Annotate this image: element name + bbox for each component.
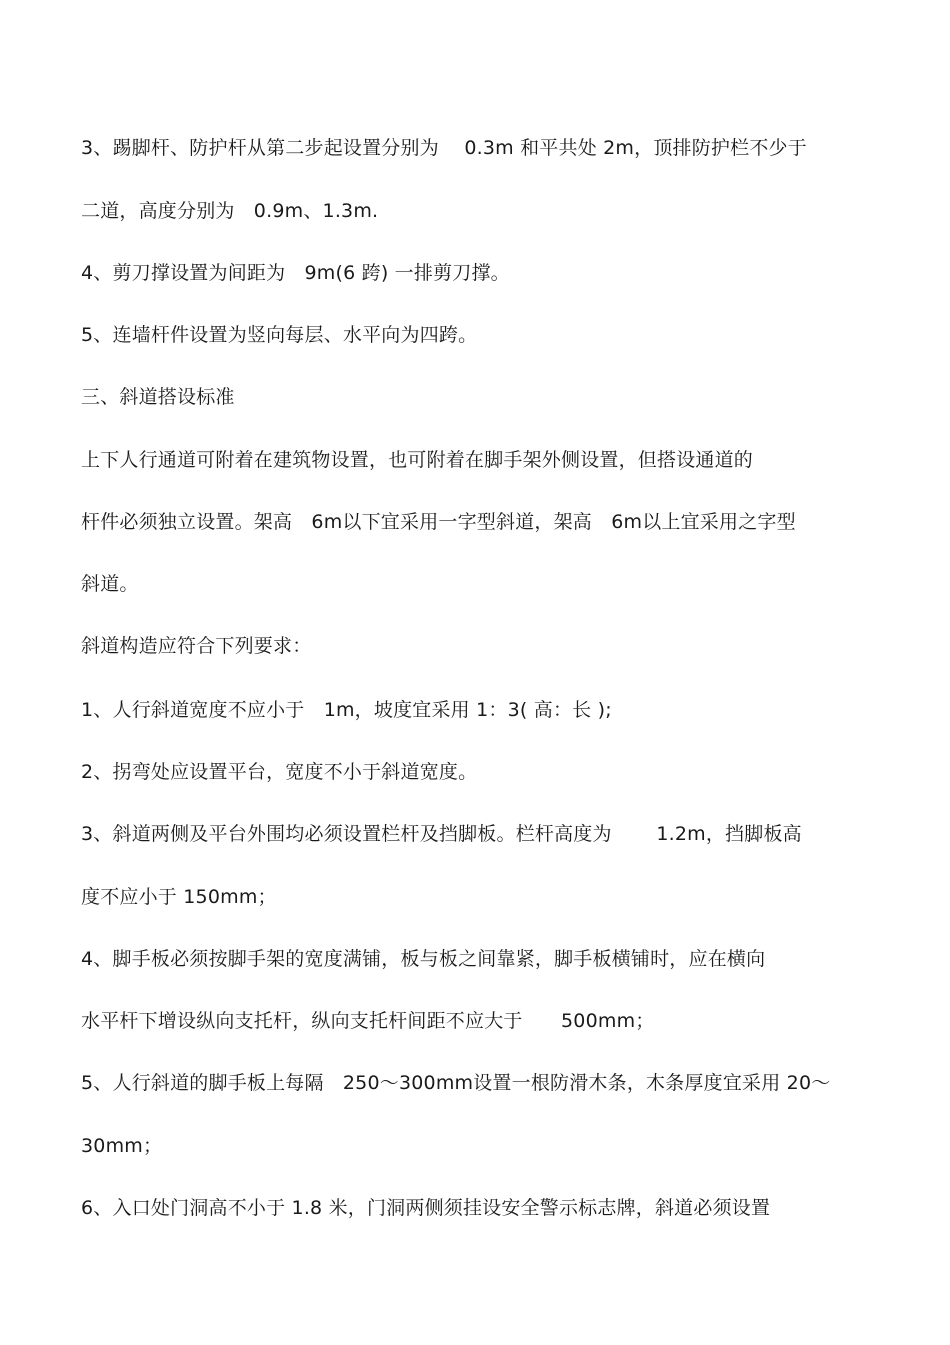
text-line: 1、人行斜道宽度不应小于 1m，坡度宜采用 1：3( 高：长 );: [81, 699, 612, 721]
text-line: 斜道构造应符合下列要求：: [81, 635, 312, 657]
text-line: 30mm；: [81, 1135, 163, 1157]
text-line: 3、踢脚杆、防护杆从第二步起设置分别为 0.3m 和平共处 2m，顶排防护栏不少于: [81, 137, 807, 159]
text-line: 4、剪刀撑设置为间距为 9m(6 跨) 一排剪刀撑。: [81, 262, 510, 284]
text-line: 6、入口处门洞高不小于 1.8 米，门洞两侧须挂设安全警示标志牌，斜道必须设置: [81, 1197, 771, 1219]
text-line: 上下人行通道可附着在建筑物设置，也可附着在脚手架外侧设置，但搭设通道的: [81, 449, 754, 471]
text-line: 杆件必须独立设置。架高 6m以下宜采用一字型斜道，架高 6m以上宜采用之字型: [81, 511, 796, 533]
text-line: 4、脚手板必须按脚手架的宽度满铺，板与板之间靠紧，脚手板横铺时，应在横向: [81, 948, 766, 970]
text-line: 5、人行斜道的脚手板上每隔 250～300mm设置一根防滑木条，木条厚度宜采用 20～: [81, 1072, 831, 1094]
text-line: 度不应小于 150mm；: [81, 886, 277, 908]
text-line: 二道，高度分别为 0.9m、1.3m.: [81, 200, 379, 222]
section-heading: 三、斜道搭设标准: [81, 386, 235, 408]
text-line: 2、拐弯处应设置平台，宽度不小于斜道宽度。: [81, 761, 478, 783]
text-line: 斜道。: [81, 573, 139, 595]
text-line: 3、斜道两侧及平台外围均必须设置栏杆及挡脚板。栏杆高度为 1.2m，挡脚板高: [81, 823, 802, 845]
text-line: 5、连墙杆件设置为竖向每层、水平向为四跨。: [81, 324, 478, 346]
text-line: 水平杆下增设纵向支托杆，纵向支托杆间距不应大于 500mm；: [81, 1010, 655, 1032]
